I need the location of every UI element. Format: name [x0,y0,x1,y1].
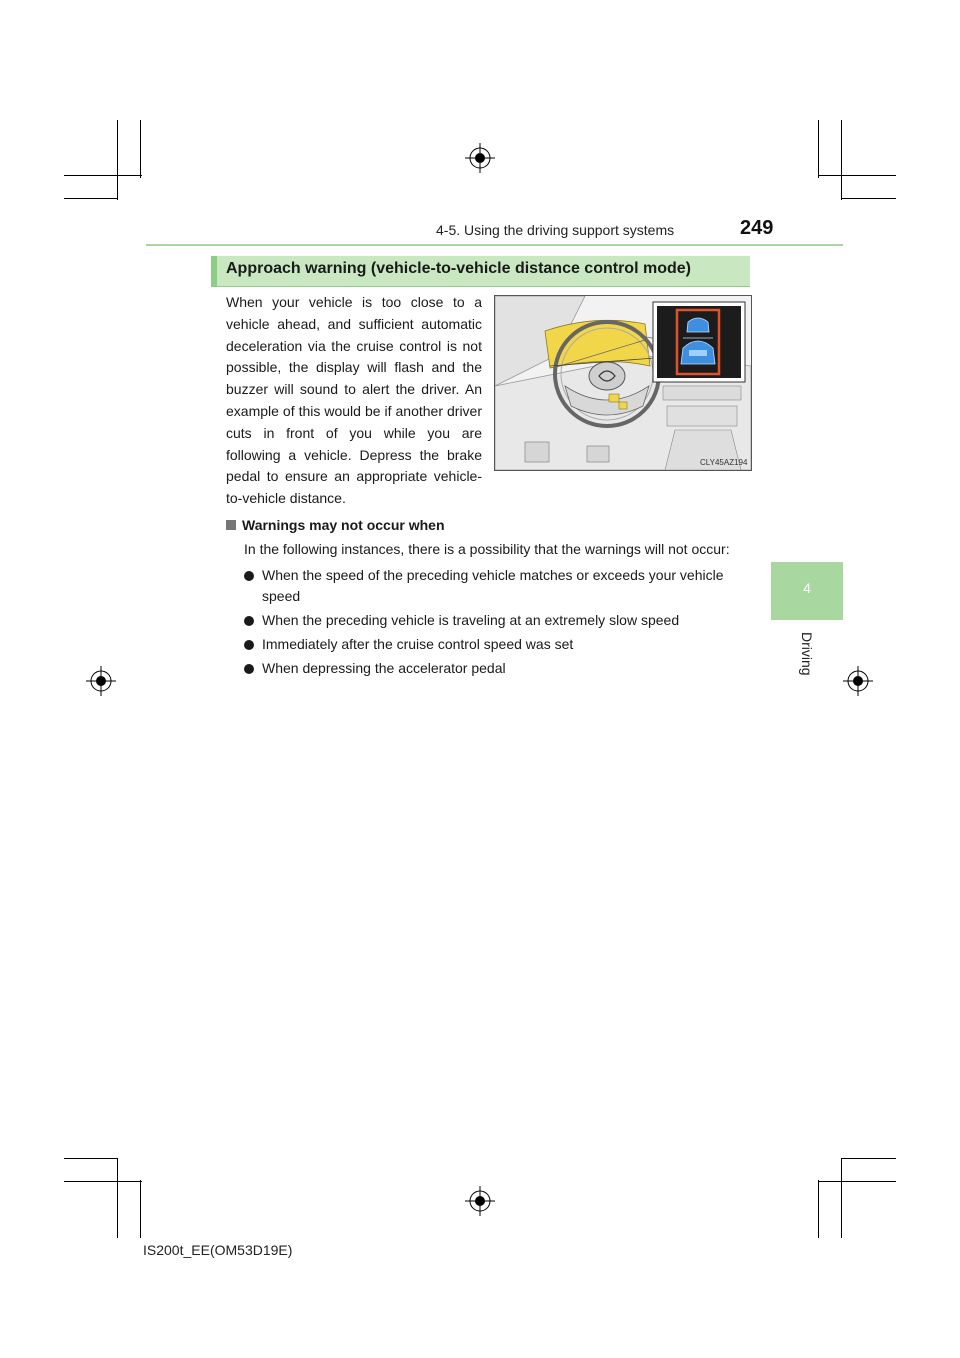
list-item [244,634,746,655]
registration-mark-icon [86,666,116,696]
crop-mark [818,175,896,176]
crop-mark [64,198,118,199]
warnings-intro: In the following instances, there is a possibility that the warnings will not occur: [244,541,730,557]
list-item-text: When the speed of the preceding vehicle matches or exceeds your vehicle speed [262,567,724,604]
crop-mark [841,1158,896,1159]
section-heading: Approach warning (vehicle-to-vehicle distance control mode) [226,260,691,277]
crop-mark [117,1158,118,1238]
warnings-list [244,565,746,682]
list-item [244,610,746,631]
dashboard-illustration [494,295,752,471]
bullet-dot-icon [244,571,254,581]
subsection-heading [226,517,445,533]
list-item-text: When depressing the accelerator pedal [262,660,506,676]
bullet-dot-icon [244,664,254,674]
dashboard-drawing [495,296,751,470]
registration-mark-icon [465,1186,495,1216]
crop-mark [841,1158,842,1238]
crop-mark [818,1181,896,1182]
document-id: IS200t_EE(OM53D19E) [143,1242,293,1258]
list-item [244,658,746,679]
crop-mark [64,175,142,176]
body-paragraph: When your vehicle is too close to a vehicle ahead, and sufficient automatic deceleration via the cruise control is not possible, the display will flash and the buzzer will sound to alert the driver. An example of this would be if another driver cuts in front of you while you are following a vehicle. Depress the brake pedal to ensure an appropriate vehicle-to-vehicle distance. [226,294,482,507]
running-header-section: 4-5. Using the driving support systems [436,222,675,238]
registration-mark-icon [465,143,495,173]
crop-mark [841,120,842,200]
subsection-heading-text: Warnings may not occur when [242,517,445,533]
crop-mark [818,1180,819,1238]
crop-mark [64,1181,142,1182]
crop-mark [64,1158,118,1159]
crop-mark [841,198,896,199]
crop-mark [140,120,141,178]
square-bullet-icon [226,520,236,530]
list-item-text: Immediately after the cruise control speed was set [262,636,574,652]
chapter-name: Driving [799,632,815,676]
bullet-dot-icon [244,640,254,650]
section-heading-underline [211,286,750,287]
chapter-number: 4 [803,580,811,596]
bullet-dot-icon [244,616,254,626]
figure-code: CLY45AZ194 [700,458,748,467]
crop-mark [818,120,819,178]
page-number: 249 [740,217,774,239]
crop-mark [140,1180,141,1238]
list-item-text: When the preceding vehicle is traveling at an extremely slow speed [262,612,680,628]
list-item [244,565,746,607]
header-rule [146,244,843,246]
crop-mark [117,120,118,200]
section-heading-accent [211,256,217,286]
registration-mark-icon [843,666,873,696]
